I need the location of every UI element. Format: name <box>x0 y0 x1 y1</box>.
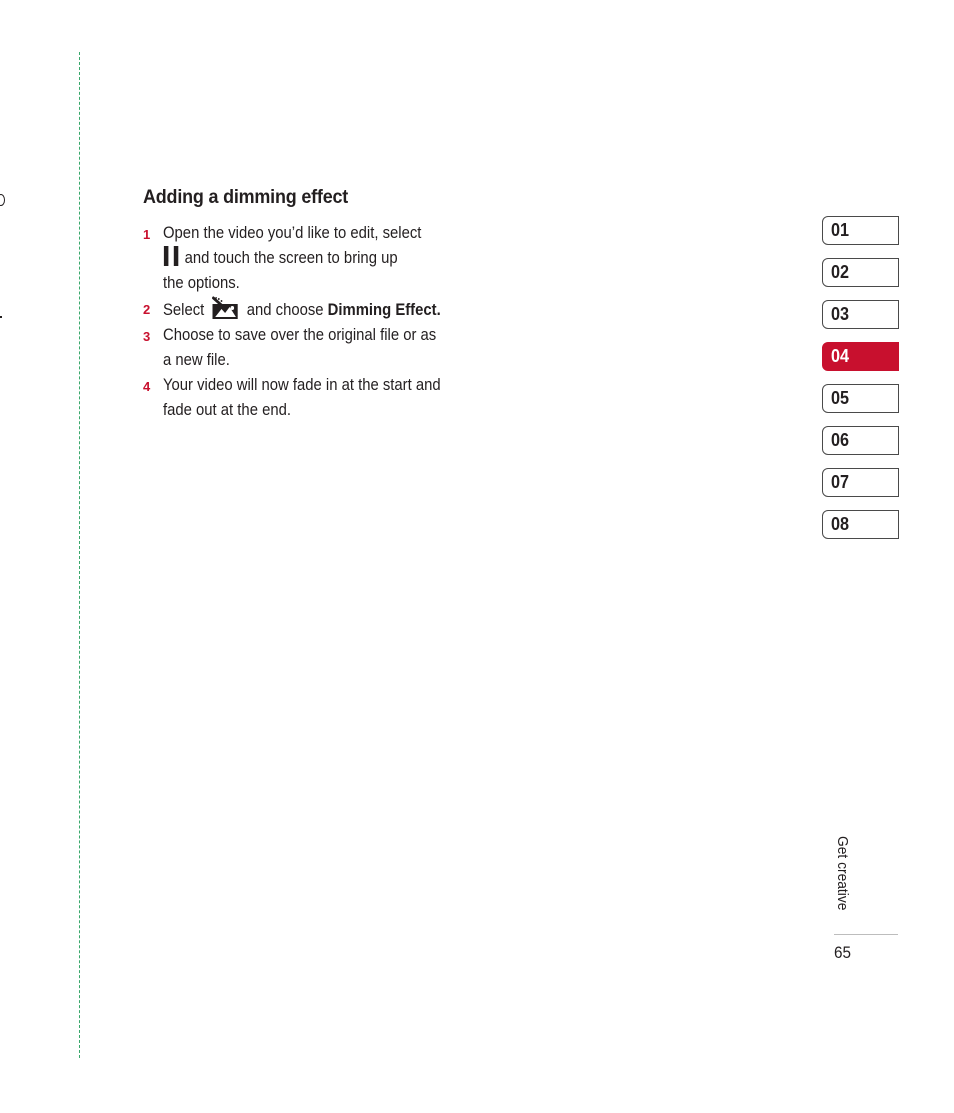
chapter-tab-03[interactable]: 03 <box>822 300 899 329</box>
step-number: 1 <box>143 227 151 242</box>
step-number: 4 <box>143 379 151 394</box>
chapter-tab-01[interactable]: 01 <box>822 216 899 245</box>
step-text: Select <box>163 301 205 319</box>
step-highlight: Dimming Effect. <box>327 301 441 319</box>
step-item <box>143 323 473 373</box>
chapter-label: Get creative <box>834 836 851 911</box>
step-list <box>143 221 473 423</box>
step-text: Choose to save over the original file or as <box>163 326 437 344</box>
step-text: and choose <box>246 301 324 319</box>
chapter-tab-06[interactable]: 06 <box>822 426 899 455</box>
page-number: 65 <box>834 943 852 962</box>
chapter-tabs <box>822 216 899 552</box>
step-number: 2 <box>143 302 151 317</box>
edge-mark <box>0 194 5 206</box>
content-section <box>143 186 473 423</box>
step-text: a new file. <box>163 351 230 369</box>
edge-mark <box>0 316 2 318</box>
chapter-tab-07[interactable]: 07 <box>822 468 899 497</box>
pause-icon <box>163 246 181 266</box>
image-effect-icon <box>212 296 239 320</box>
step-item <box>143 221 473 296</box>
footer-divider <box>834 934 898 935</box>
step-text: Your video will now fade in at the start and <box>163 376 441 394</box>
chapter-tab-04[interactable]: 04 <box>822 342 899 371</box>
step-item <box>143 296 473 323</box>
step-item <box>143 373 473 423</box>
step-text: fade out at the end. <box>163 401 291 419</box>
step-text: the options. <box>163 274 240 292</box>
gutter-dashed-line <box>79 52 80 1058</box>
chapter-tab-08[interactable]: 08 <box>822 510 899 539</box>
step-text: and touch the screen to bring up <box>184 249 398 267</box>
section-title: Adding a dimming effect <box>143 186 349 208</box>
chapter-tab-05[interactable]: 05 <box>822 384 899 413</box>
step-text: Open the video you’d like to edit, select <box>163 224 422 242</box>
chapter-tab-02[interactable]: 02 <box>822 258 899 287</box>
step-number: 3 <box>143 329 151 344</box>
